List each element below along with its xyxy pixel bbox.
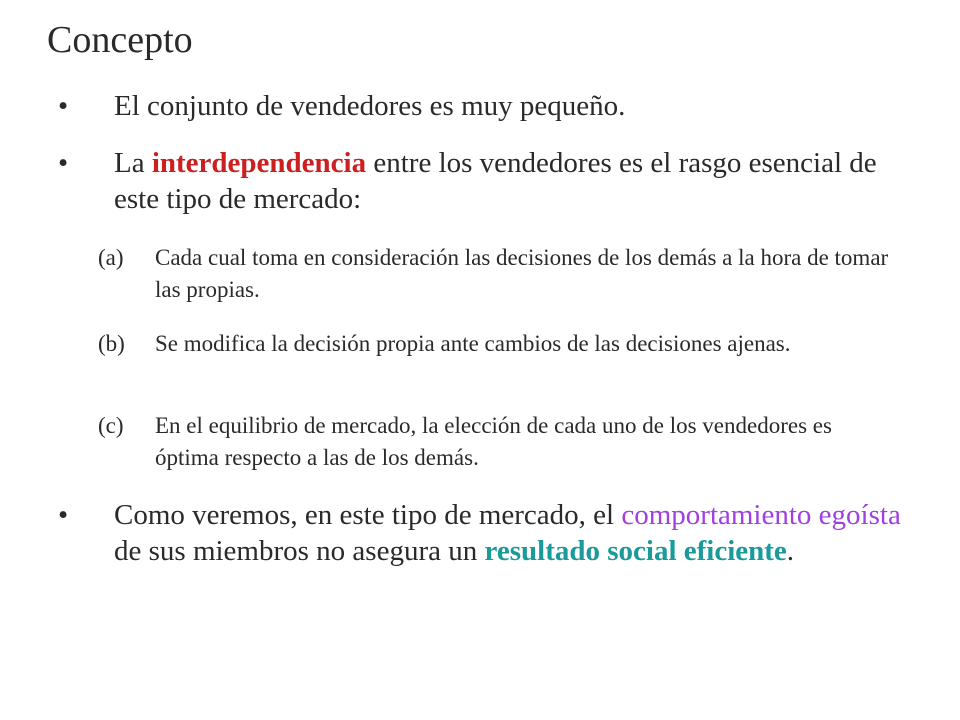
- bullet-dot: •: [58, 499, 69, 531]
- bullet-text-2: [114, 145, 904, 217]
- highlight-comportamiento-egoista: comportamiento egoísta: [621, 499, 901, 531]
- bullet-text-3: [114, 497, 904, 569]
- highlight-resultado-social-eficiente: resultado social eficiente: [484, 535, 787, 567]
- bullet-text-segment: Como veremos, en este tipo de mercado, el: [114, 499, 622, 531]
- subitem-text: Cada cual toma en consideración las decisiones de los demás a la hora de tomar las propias.: [155, 245, 889, 302]
- bullet-dot: •: [58, 147, 69, 179]
- bullet-text-segment: El conjunto de vendedores es muy pequeño.: [114, 90, 626, 122]
- bullet-text-segment: de sus miembros no asegura un: [114, 535, 485, 567]
- slide-title: Concepto: [47, 19, 193, 61]
- subitem-text: En el equilibrio de mercado, la elección de cada uno de los vendedores es óptima respecto a las de los demás.: [155, 413, 832, 470]
- bullet-text-segment: La: [114, 147, 152, 179]
- subitem-text: Se modifica la decisión propia ante cambios de las decisiones ajenas.: [155, 331, 791, 356]
- subitem-marker: (c): [98, 413, 124, 438]
- subitem-marker: (b): [98, 331, 125, 356]
- bullet-text-segment: entre los vendedores es el rasgo esencial de este tipo de mercado:: [114, 147, 877, 215]
- bullet-text-segment: .: [786, 535, 795, 567]
- subitem-marker: (a): [98, 245, 124, 270]
- bullet-dot: •: [58, 90, 69, 122]
- highlight-interdependencia: interdependencia: [151, 147, 367, 179]
- bullet-text-1: [114, 88, 904, 124]
